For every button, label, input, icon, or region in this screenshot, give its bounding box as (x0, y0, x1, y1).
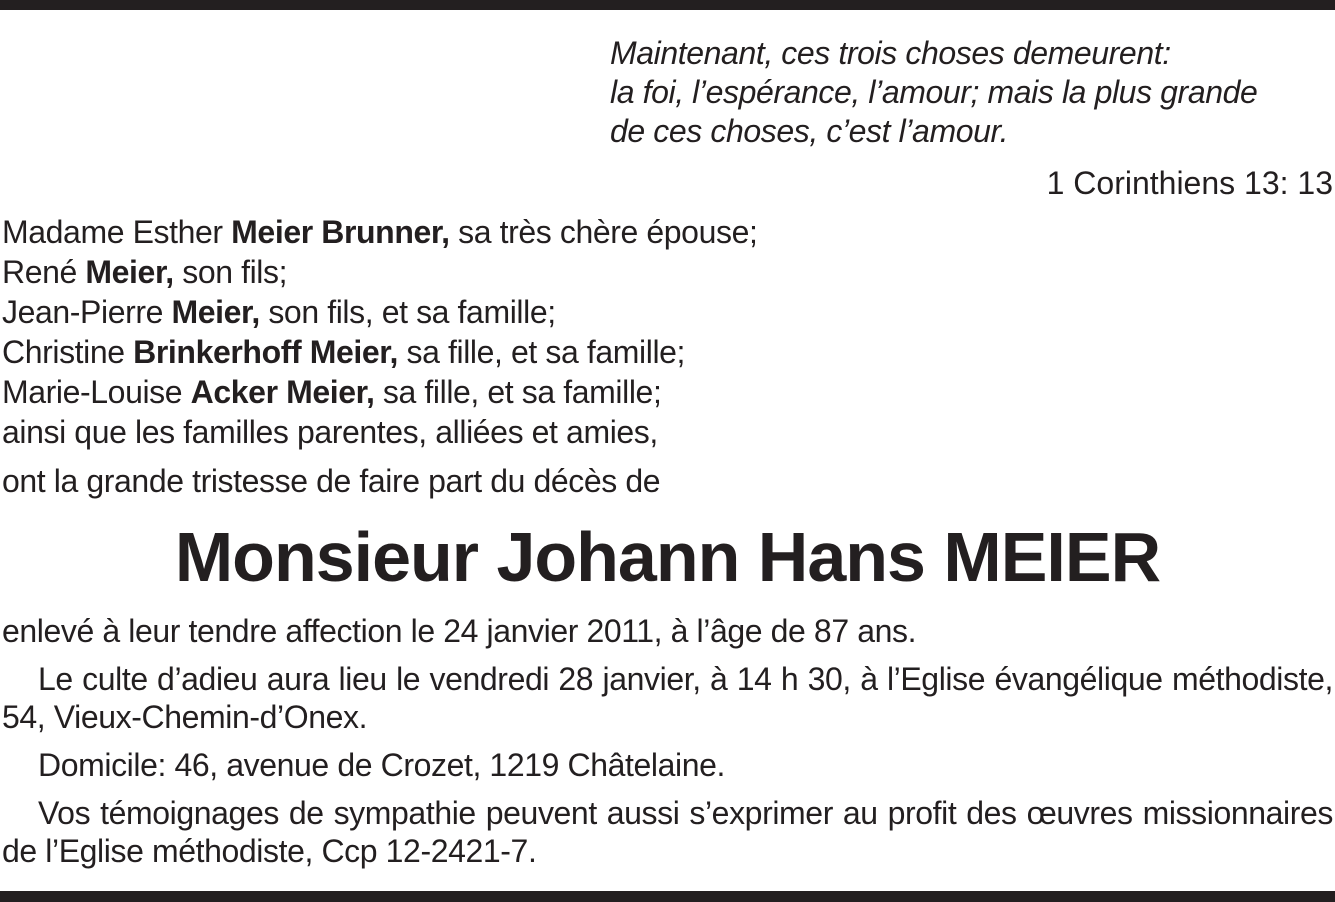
epigraph-line: Maintenant, ces trois choses demeurent: (610, 35, 1171, 71)
member-surname: Meier, (85, 254, 174, 290)
member-relation: son fils, et sa famille; (259, 294, 556, 330)
announcement-intro: ont la grande tristesse de faire part du décès de (2, 463, 661, 499)
family-member (2, 372, 1332, 412)
member-surname: Brinkerhoff Meier, (133, 334, 399, 370)
family-list (2, 212, 1332, 452)
member-surname: Meier Brunner, (231, 214, 450, 250)
epigraph-line: la foi, l’espérance, l’amour; mais la plus grande (610, 74, 1258, 110)
donations-text: Vos témoignages de sympathie peuvent aussi s’exprimer au profit des œuvres missionnaires de l’Eglise méthodiste, Ccp 12-2421-7. (2, 795, 1333, 869)
bottom-rule (0, 891, 1335, 902)
member-first-name: Madame Esther (2, 214, 232, 250)
member-first-name: René (2, 254, 86, 290)
family-member (2, 332, 1332, 372)
address-text: Domicile: 46, avenue de Crozet, 1219 Châtelaine. (38, 747, 726, 783)
epigraph-quote (610, 34, 1332, 151)
member-surname: Acker Meier, (190, 374, 375, 410)
epigraph-reference: 1 Corinthiens 13: 13 (1046, 165, 1333, 201)
member-first-name: Marie-Louise (2, 374, 191, 410)
notice-details (2, 612, 1333, 870)
passing-date-text: enlevé à leur tendre affection le 24 janvier 2011, à l’âge de 87 ans. (2, 613, 917, 649)
top-rule (0, 0, 1335, 10)
service-info-text: Le culte d’adieu aura lieu le vendredi 28 janvier, à 14 h 30, à l’Eglise évangélique méthodiste, 54, Vieux-Chemin-d’Onex. (2, 661, 1333, 735)
family-member (2, 212, 1332, 252)
family-member (2, 252, 1332, 292)
member-relation: sa fille, et sa famille; (398, 334, 686, 370)
deceased-name: Monsieur Johann Hans MEIER (174, 518, 1161, 596)
member-relation: sa fille, et sa famille; (374, 374, 662, 410)
epigraph-line: de ces choses, c’est l’amour. (610, 113, 1009, 149)
member-surname: Meier, (171, 294, 260, 330)
family-member (2, 292, 1332, 332)
member-relation: son fils; (173, 254, 288, 290)
member-first-name: Christine (2, 334, 134, 370)
family-closing: ainsi que les familles parentes, alliées et amies, (2, 414, 658, 450)
member-relation: sa très chère épouse; (449, 214, 758, 250)
member-first-name: Jean-Pierre (2, 294, 172, 330)
